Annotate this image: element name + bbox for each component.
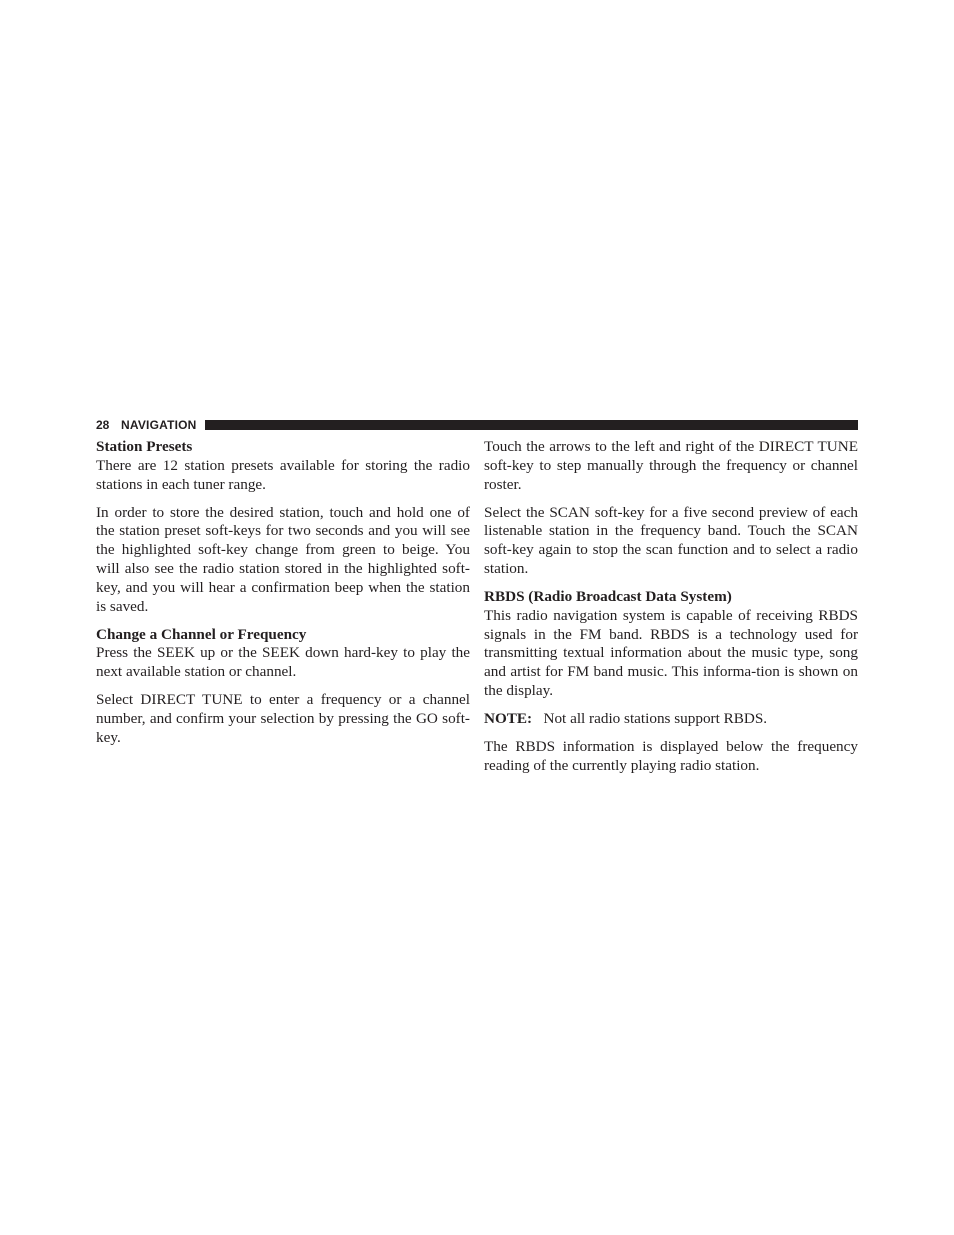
note-label: NOTE: bbox=[484, 709, 533, 727]
station-presets-paragraph-1: There are 12 station presets available for storing the radio stations in each tuner range. bbox=[96, 456, 470, 493]
change-channel-paragraph-1: Press the SEEK up or the SEEK down hard-key to play the next available station or channel. bbox=[96, 644, 470, 681]
change-channel-heading: Change a Channel or Frequency bbox=[96, 625, 307, 643]
rbds-paragraph-2: The RBDS information is displayed below the frequency reading of the currently playing radio station. bbox=[484, 737, 858, 774]
header-rule bbox=[205, 420, 858, 430]
page-header bbox=[96, 417, 858, 433]
station-presets-paragraph-2: In order to store the desired station, touch and hold one of the station preset soft-keys for two seconds and you will see the highlighted soft-key change from green to beige. You will also see the radio station stored in the highlighted soft-key, and you will hear a confirmation beep when the station is saved. bbox=[96, 503, 470, 615]
direct-tune-arrows-paragraph: Touch the arrows to the left and right of the DIRECT TUNE soft-key to step manually through the frequency or channel roster. bbox=[484, 438, 858, 493]
rbds-note bbox=[484, 710, 858, 729]
right-column bbox=[484, 438, 858, 785]
change-channel-paragraph-2: Select DIRECT TUNE to enter a frequency or a channel number, and confirm your selection by pressing the GO soft-key. bbox=[96, 691, 470, 746]
left-column bbox=[96, 438, 470, 757]
note-text: Not all radio stations support RBDS. bbox=[543, 709, 768, 727]
rbds-paragraph-1: This radio navigation system is capable of receiving RBDS signals in the FM band. RBDS is a technology used for transmitting textual information about the music type, song and artist for FM band music. This informa-tion is shown on the display. bbox=[484, 606, 858, 699]
section-title: NAVIGATION bbox=[121, 418, 197, 432]
page-number: 28 bbox=[96, 418, 110, 432]
station-presets-heading: Station Presets bbox=[96, 438, 193, 455]
scan-paragraph: Select the SCAN soft-key for a five second preview of each listenable station in the frequency band. Touch the SCAN soft-key again to stop the scan function and to select a radio station. bbox=[484, 503, 858, 577]
rbds-heading: RBDS (Radio Broadcast Data System) bbox=[484, 587, 732, 605]
